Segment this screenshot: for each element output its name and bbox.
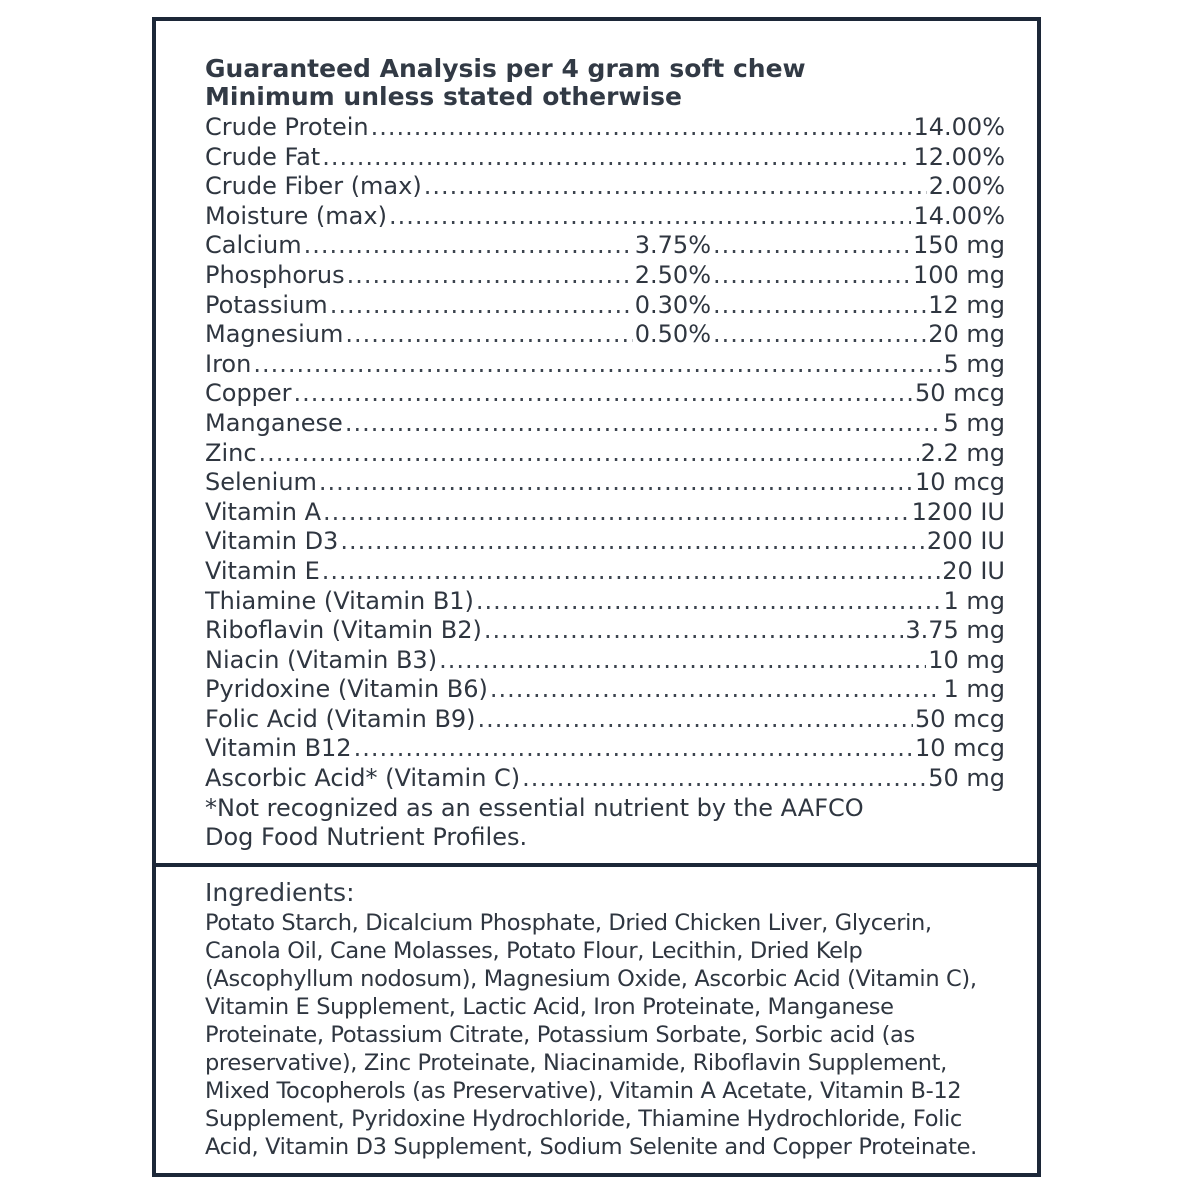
ingredients-section — [205, 879, 1005, 1161]
nutrient-amount: 100 mg — [912, 260, 1005, 289]
analysis-row — [205, 172, 1005, 202]
leader-dots — [294, 379, 913, 409]
analysis-row — [205, 113, 1005, 143]
nutrient-name: Crude Fiber (max) — [205, 172, 422, 201]
nutrient-percent: 3.75% — [634, 231, 711, 260]
analysis-row — [205, 764, 1005, 794]
nutrient-amount: 50 mcg — [915, 379, 1005, 408]
analysis-row — [205, 527, 1005, 557]
leader-dots — [354, 734, 913, 764]
leader-dots — [345, 320, 632, 350]
nutrient-amount: 150 mg — [912, 231, 1005, 260]
leader-dots — [319, 468, 913, 498]
nutrient-amount: 50 mg — [928, 764, 1005, 793]
nutrient-name: Vitamin B12 — [205, 734, 352, 763]
nutrient-name: Thiamine (Vitamin B1) — [205, 586, 474, 615]
nutrient-name: Copper — [205, 379, 292, 408]
analysis-title-line1: Guaranteed Analysis per 4 gram soft chew — [205, 54, 806, 83]
nutrient-name: Potassium — [205, 290, 328, 319]
leader-dots — [347, 261, 633, 291]
analysis-title-line2: Minimum unless stated otherwise — [205, 82, 682, 111]
nutrient-name: Vitamin D3 — [205, 527, 339, 556]
nutrient-amount: 12 mg — [928, 290, 1005, 319]
analysis-row — [205, 557, 1005, 587]
analysis-row — [205, 261, 1005, 291]
analysis-row — [205, 616, 1005, 646]
analysis-row — [205, 705, 1005, 735]
leader-dots — [259, 439, 919, 469]
analysis-row — [205, 498, 1005, 528]
nutrient-percent: 0.50% — [634, 320, 711, 349]
guaranteed-analysis-section — [205, 55, 1005, 852]
nutrient-name: Manganese — [205, 408, 343, 437]
nutrient-name: Folic Acid (Vitamin B9) — [205, 704, 476, 733]
nutrient-amount: 2.00% — [928, 172, 1005, 201]
analysis-row — [205, 350, 1005, 380]
analysis-row — [205, 231, 1005, 261]
analysis-table — [205, 113, 1005, 794]
nutrient-amount: 12.00% — [913, 142, 1005, 171]
nutrient-amount: 1200 IU — [911, 497, 1005, 526]
analysis-row — [205, 587, 1005, 617]
analysis-row — [205, 379, 1005, 409]
section-divider — [156, 863, 1037, 867]
leader-dots — [340, 527, 925, 557]
leader-dots — [478, 705, 913, 735]
nutrient-name: Moisture (max) — [205, 201, 387, 230]
analysis-row — [205, 439, 1005, 469]
leader-dots — [476, 587, 942, 617]
nutrient-name: Iron — [205, 349, 252, 378]
leader-dots — [322, 143, 911, 173]
nutrient-amount: 10 mcg — [915, 734, 1005, 763]
nutrient-amount: 14.00% — [913, 113, 1005, 141]
leader-dots — [389, 202, 912, 232]
nutrient-amount: 1 mg — [943, 586, 1005, 615]
nutrient-amount: 20 mg — [928, 320, 1005, 349]
leader-dots — [304, 231, 633, 261]
nutrient-name: Crude Fat — [205, 142, 321, 171]
leader-dots — [323, 498, 910, 528]
leader-dots — [253, 350, 941, 380]
nutrient-amount: 50 mcg — [915, 704, 1005, 733]
nutrient-amount: 200 IU — [926, 527, 1005, 556]
leader-dots — [713, 291, 926, 321]
analysis-row — [205, 291, 1005, 321]
nutrient-name: Magnesium — [205, 320, 344, 349]
leader-dots — [522, 764, 926, 794]
nutrient-amount: 5 mg — [943, 349, 1005, 378]
leader-dots — [371, 113, 912, 143]
nutrient-amount: 14.00% — [913, 201, 1005, 230]
leader-dots — [439, 646, 926, 676]
nutrient-amount: 10 mg — [928, 645, 1005, 674]
nutrient-name: Niacin (Vitamin B3) — [205, 645, 438, 674]
analysis-row — [205, 646, 1005, 676]
leader-dots — [713, 320, 926, 350]
analysis-row — [205, 320, 1005, 350]
nutrient-percent: 0.30% — [634, 290, 711, 319]
label-panel — [152, 17, 1041, 1177]
nutrient-name: Riboflavin (Vitamin B2) — [205, 616, 482, 645]
nutrient-amount: 20 IU — [942, 556, 1005, 585]
nutrient-name: Zinc — [205, 438, 257, 467]
nutrient-name: Phosphorus — [205, 260, 345, 289]
leader-dots — [330, 291, 633, 321]
analysis-row — [205, 202, 1005, 232]
nutrient-name: Pyridoxine (Vitamin B6) — [205, 675, 488, 704]
nutrient-percent: 2.50% — [634, 260, 711, 289]
leader-dots — [713, 261, 911, 291]
ingredients-heading: Ingredients: — [205, 878, 355, 907]
leader-dots — [713, 231, 911, 261]
nutrient-name: Vitamin E — [205, 556, 320, 585]
ingredients-list: Potato Starch, Dicalcium Phosphate, Dried Chicken Liver, Glycerin, Canola Oil, Cane Molasses, Potato Flour, Lecithin, Dried Kelp (Ascophyllum nodosum), Magnesium Oxide, Ascorbic Acid (Vitamin C), Vitamin E Supplement, Lactic Acid, Iron Proteinate, Manganese Proteinate, Potassium Citrate, Potassium Sorbate, Sorbic acid (as preservative), Zinc Proteinate, Niacinamide, Riboflavin Supplement, Mixed Tocopherols (as Preservative), Vitamin A Acetate, Vitamin B-12 Supplement, Pyridoxine Hydrochloride, Thiamine Hydrochloride, Folic Acid, Vitamin D3 Supplement, Sodium Selenite and Copper Proteinate. — [205, 910, 977, 1160]
nutrient-name: Calcium — [205, 231, 302, 260]
analysis-row — [205, 734, 1005, 764]
leader-dots — [484, 616, 903, 646]
analysis-row — [205, 143, 1005, 173]
nutrient-amount: 3.75 mg — [905, 616, 1005, 645]
leader-dots — [322, 557, 940, 587]
leader-dots — [345, 409, 942, 439]
analysis-row — [205, 468, 1005, 498]
nutrient-name: Selenium — [205, 468, 317, 497]
leader-dots — [490, 675, 942, 705]
nutrient-name: Crude Protein — [205, 113, 369, 141]
analysis-row — [205, 409, 1005, 439]
nutrient-amount: 5 mg — [943, 408, 1005, 437]
nutrient-amount: 2.2 mg — [920, 438, 1005, 467]
analysis-footnote: *Not recognized as an essential nutrient by the AAFCO Dog Food Nutrient Profiles. — [205, 793, 864, 851]
leader-dots — [424, 172, 927, 202]
analysis-row — [205, 675, 1005, 705]
nutrient-amount: 10 mcg — [915, 468, 1005, 497]
nutrient-name: Ascorbic Acid* (Vitamin C) — [205, 764, 521, 793]
nutrient-name: Vitamin A — [205, 497, 321, 526]
nutrient-amount: 1 mg — [943, 675, 1005, 704]
